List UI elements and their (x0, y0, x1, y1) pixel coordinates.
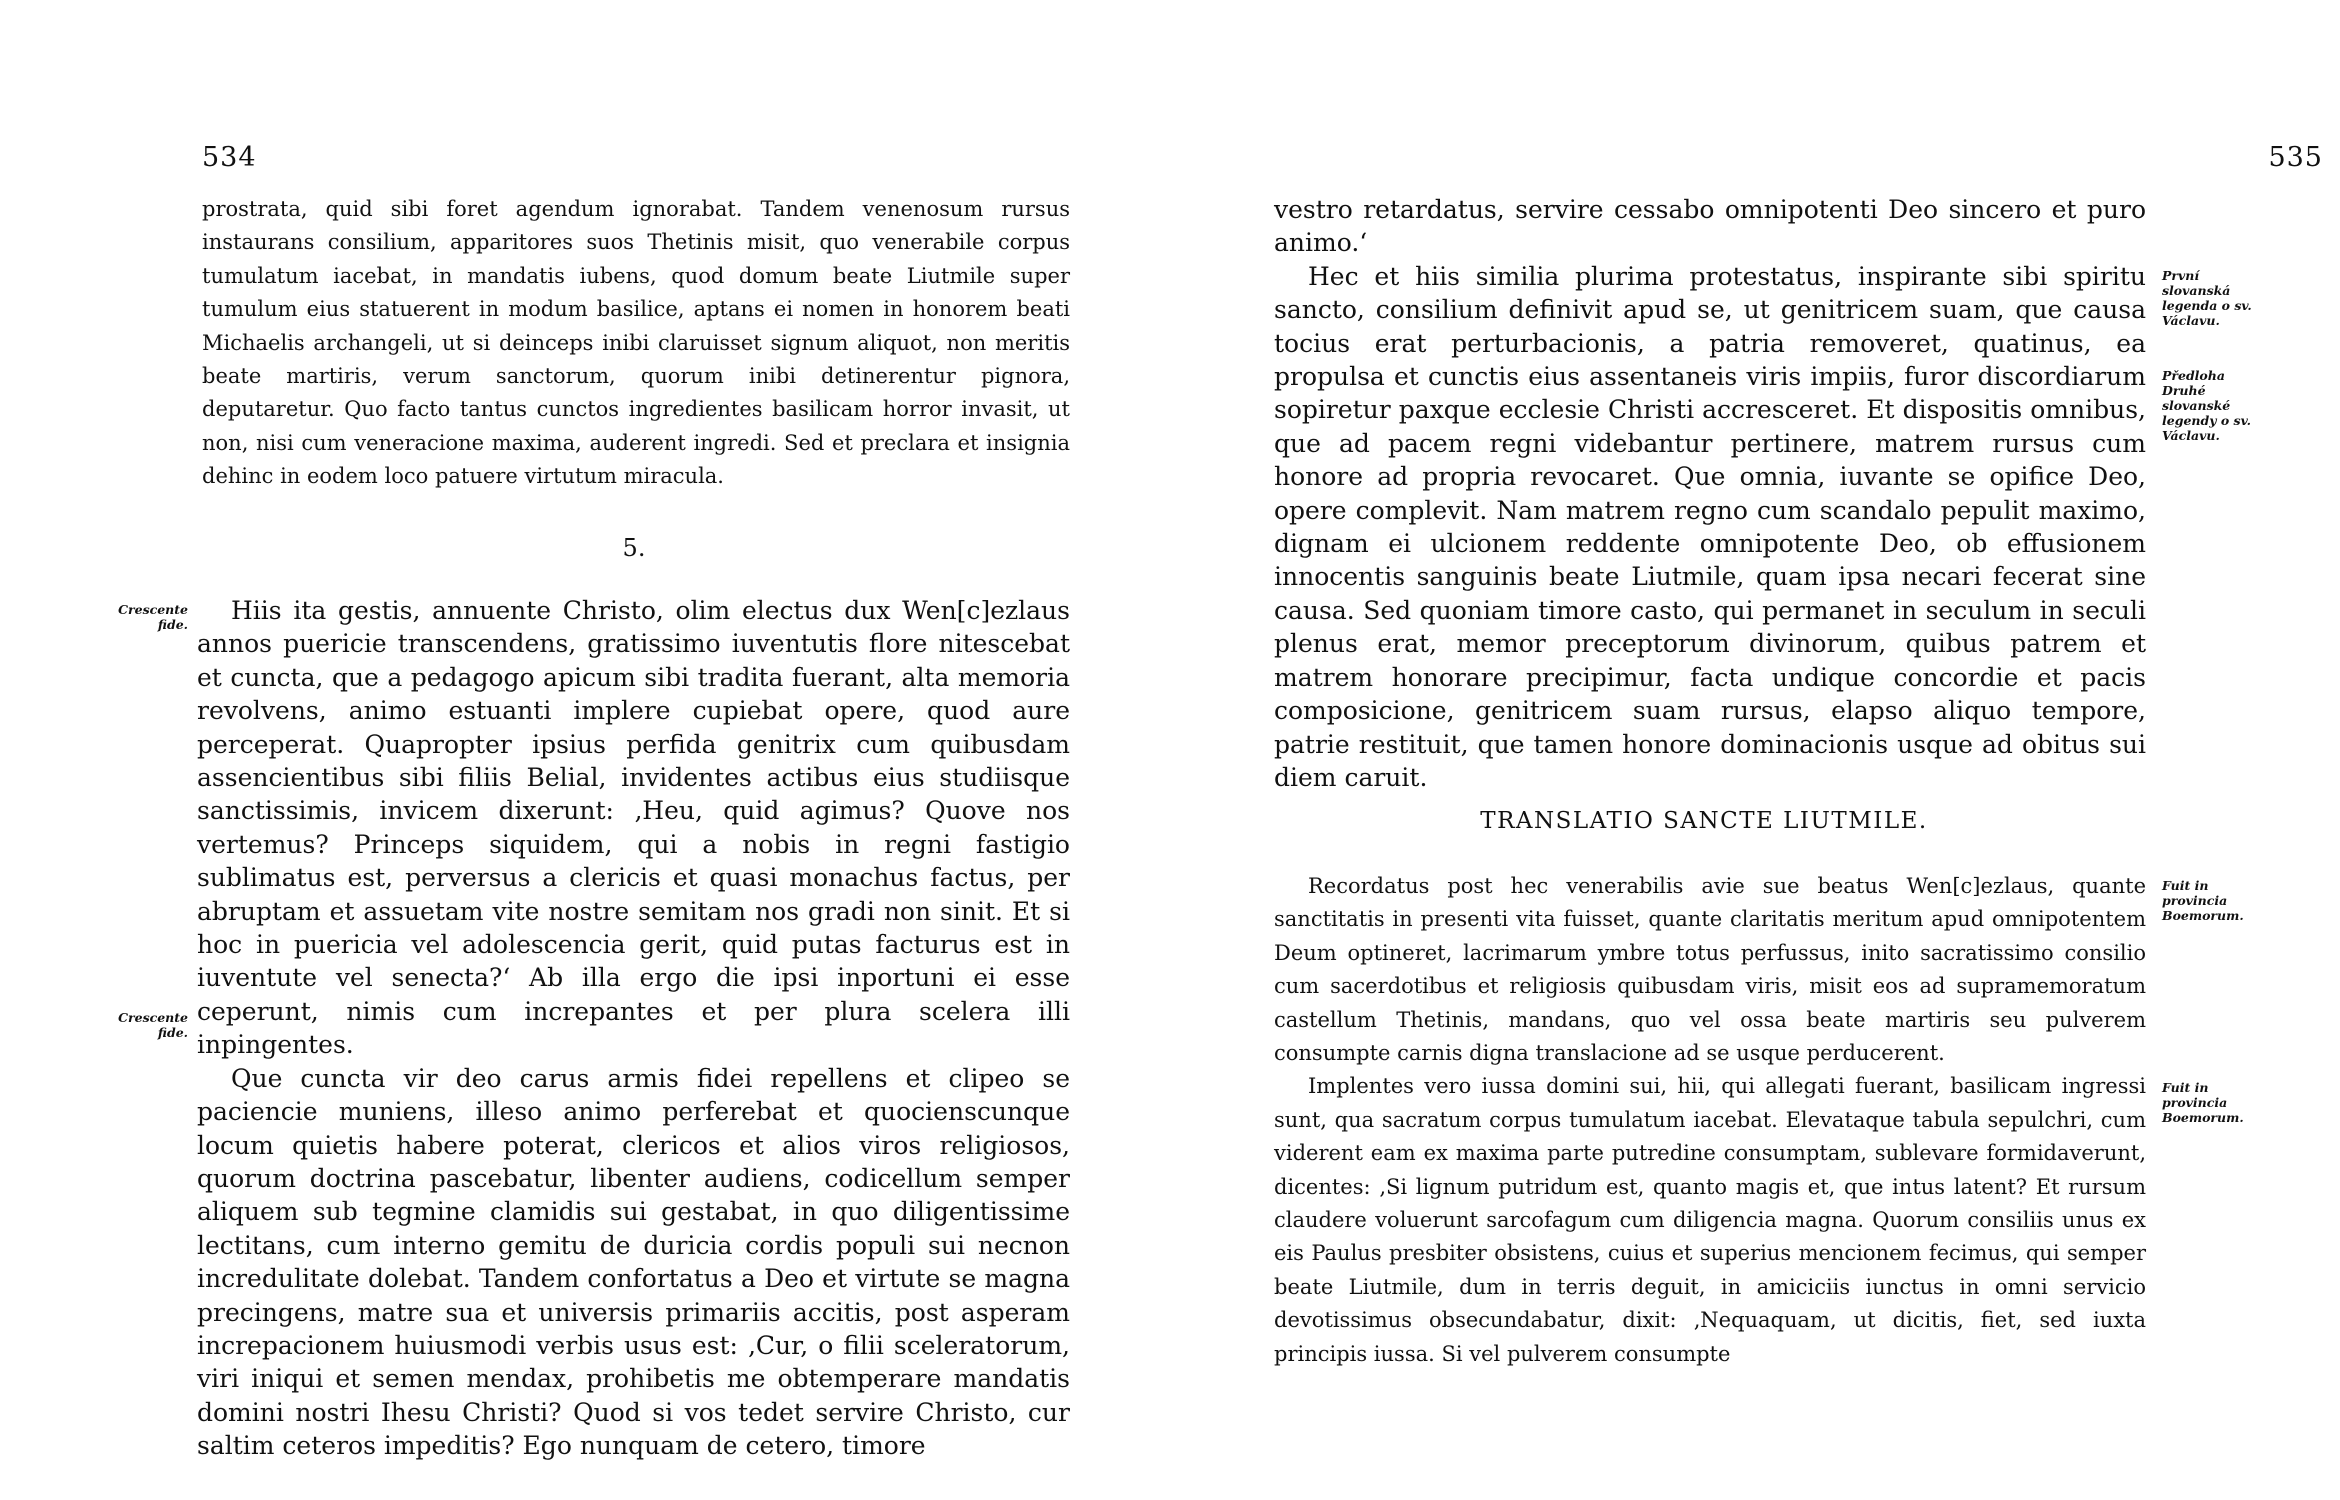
main-text (197, 594, 1070, 1463)
paragraph (202, 193, 1070, 494)
right-page (1170, 0, 2340, 1500)
margin-note: Předloha Druhé slovanské legendy o sv. Václavu. (2162, 368, 2251, 443)
margin-note: Fuit in provincia Boemorum. (2162, 1080, 2244, 1125)
translatio-text (1274, 870, 2146, 1371)
page-number: 535 (2268, 142, 2323, 173)
paragraph-text: Recordatus post hec venerabilis avie sue beatus Wen[c]ezlaus, quante sanctitatis in presenti vita fuisset, quante claritatis meritum apud omnipotentem Deum optineret, lacrimarum ymbre totus perfussus, inito sacratissimo consilio cum sacerdotibus et religiosis quibusdam viris, misit eos ad supramemoratum castellum Thetinis, mandans, quo vel ossa beate martiris seu pulverem consumpte carnis digna translacione ad se usque perducerent. (1274, 874, 2146, 1066)
margin-note: Crescente fide. (118, 602, 188, 632)
main-text (1274, 193, 2146, 794)
margin-note: Fuit in provincia Boemorum. (2162, 878, 2244, 923)
paragraph-text: Hiis ita gestis, annuente Christo, olim electus dux Wen[c]ezlaus annos puericie transcendens, gratissimo iuventutis flore nitescebat et cuncta, que a pedagogo apicum sibi tradita fuerant, alta memoria revolvens, animo estuanti implere cupiebat opere, quod aure perceperat. Quapropter ipsius perfida genitrix cum quibusdam assencientibus sibi filiis Belial, invidentes actibus eius studiisque sanctissimis, invicem dixerunt: ‚Heu, quid agimus? Quove nos vertemus? Princeps siquidem, qui a nobis in regni fastigio sublimatus est, perversus a clericis et quasi monachus factus, per abruptam et assuetam vite nostre semitam nos gradi non sinit. Et si hoc in puericia vel adolescencia gerit, quid putas facturus est in iuventute vel senecta?‘ Ab illa ergo die ipsi inportuni ei esse ceperunt, nimis cum increpantes et per plura scelera illi inpingentes. (197, 596, 1070, 1060)
paragraph-text: Implentes vero iussa domini sui, hii, qui allegati fuerant, basilicam ingressi sunt, qua sacratum corpus tumulatum iacebat. Elevataque tabula sepulchri, cum viderent eam ex maxima parte putredine consumptam, sublevare formidaverunt, dicentes: ‚Si lignum putridum est, quanto magis et, que intus latent? Et rursum claudere voluerunt sarcofagum cum diligencia magna. Quorum consiliis unus ex eis Paulus presbiter obsistens, cuius et superius mencionem fecimus, qui semper beate Liutmile, dum in terris deguit, in amiciciis iunctus in omni servicio devotissimus obsecundabatur, dixit: ‚Nequaquam, ut dicitis, fiet, sed iuxta principis iussa. Si vel pulverem consumpte (1274, 1074, 2146, 1366)
paragraph-text: Hec et hiis similia plurima protestatus, inspirante sibi spiritu sancto, consilium definivit apud se, ut genitricem suam, que causa tocius erat perturbacionis, a patria removeret, quatinus, ea propulsa et cunctis eius assentaneis viris impiis, furor discordiarum sopiretur paxque ecclesie Christi accresceret. Et dispositis omnibus, que ad pacem regni videbantur pertinere, matrem rursus cum honore ad propria revocaret. Que omnia, iuvante se opifice Deo, opere complevit. Nam matrem regno cum scandalo pepulit maximo, dignam ei ulcionem reddente omnipotente Deo, ob effusionem innocentis sanguinis beate Liutmile, quam ipsa necari fecerat sine causa. Sed quoniam timore casto, qui permanet in seculum in seculi plenus erat, memor preceptorum divinorum, quibus patrem et matrem honorare precipimur, facta undique concordie et pacis composicione, genitricem suam rursus, elapso aliquo tempore, patrie restituit, que tamen honore dominacionis usque ad obitus sui diem caruit. (1274, 261, 2146, 792)
paragraph-text: Que cuncta vir deo carus armis fidei repellens et clipeo se paciencie muniens, illeso animo perferebat et quocienscunque locum quietis habere poterat, clericos et alios viros religiosos, quorum doctrina pascebatur, libenter audiens, codicellum semper aliquem sub tegmine clamidis sui gestabat, in quo diligentissime lectitans, cum interno gemitu de duricia cordis populi sui necnon incredulitate dolebat. Tandem confortatus a Deo et virtute se magna precingens, matre sua et universis primariis accitis, post asperam increpacionem huiusmodi verbis usus est: ‚Cur, o filii sceleratorum, viri iniqui et semen mendax, prohibetis me obtemperare mandatis domini nostri Ihesu Christi? Quod si vos tedet servire Christo, cur saltim ceteros impeditis? Ego nunquam de cetero, timore (197, 1063, 1070, 1461)
section-heading: TRANSLATIO SANCTE LIUTMILE. (1480, 808, 1928, 834)
margin-note: Crescente fide. (118, 1010, 188, 1040)
paragraph-text: vestro retardatus, servire cessabo omnipotenti Deo sincero et puro animo.‘ (1274, 195, 2146, 258)
section-number: 5. (622, 534, 646, 562)
page-number: 534 (202, 142, 257, 173)
paragraph-text: prostrata, quid sibi foret agendum ignorabat. Tandem venenosum rursus instaurans consilium, apparitores suos Thetinis misit, quo venerabile corpus tumulatum iacebat, in mandatis iubens, quod domum beate Liutmile super tumulum eius statuerent in modum basilice, aptans ei nomen in honorem beati Michaelis archangeli, ut si deinceps inibi claruisset signum aliquot, non meritis beate martiris, verum sanctorum, quorum inibi detinerentur pignora, deputaretur. Quo facto tantus cunctos ingredientes basilicam horror invasit, ut non, nisi cum veneracione maxima, auderent ingredi. Sed et preclara et insignia dehinc in eodem loco patuere virtutum miracula. (202, 197, 1070, 489)
margin-note: První slovanská legenda o sv. Václavu. (2162, 268, 2252, 328)
